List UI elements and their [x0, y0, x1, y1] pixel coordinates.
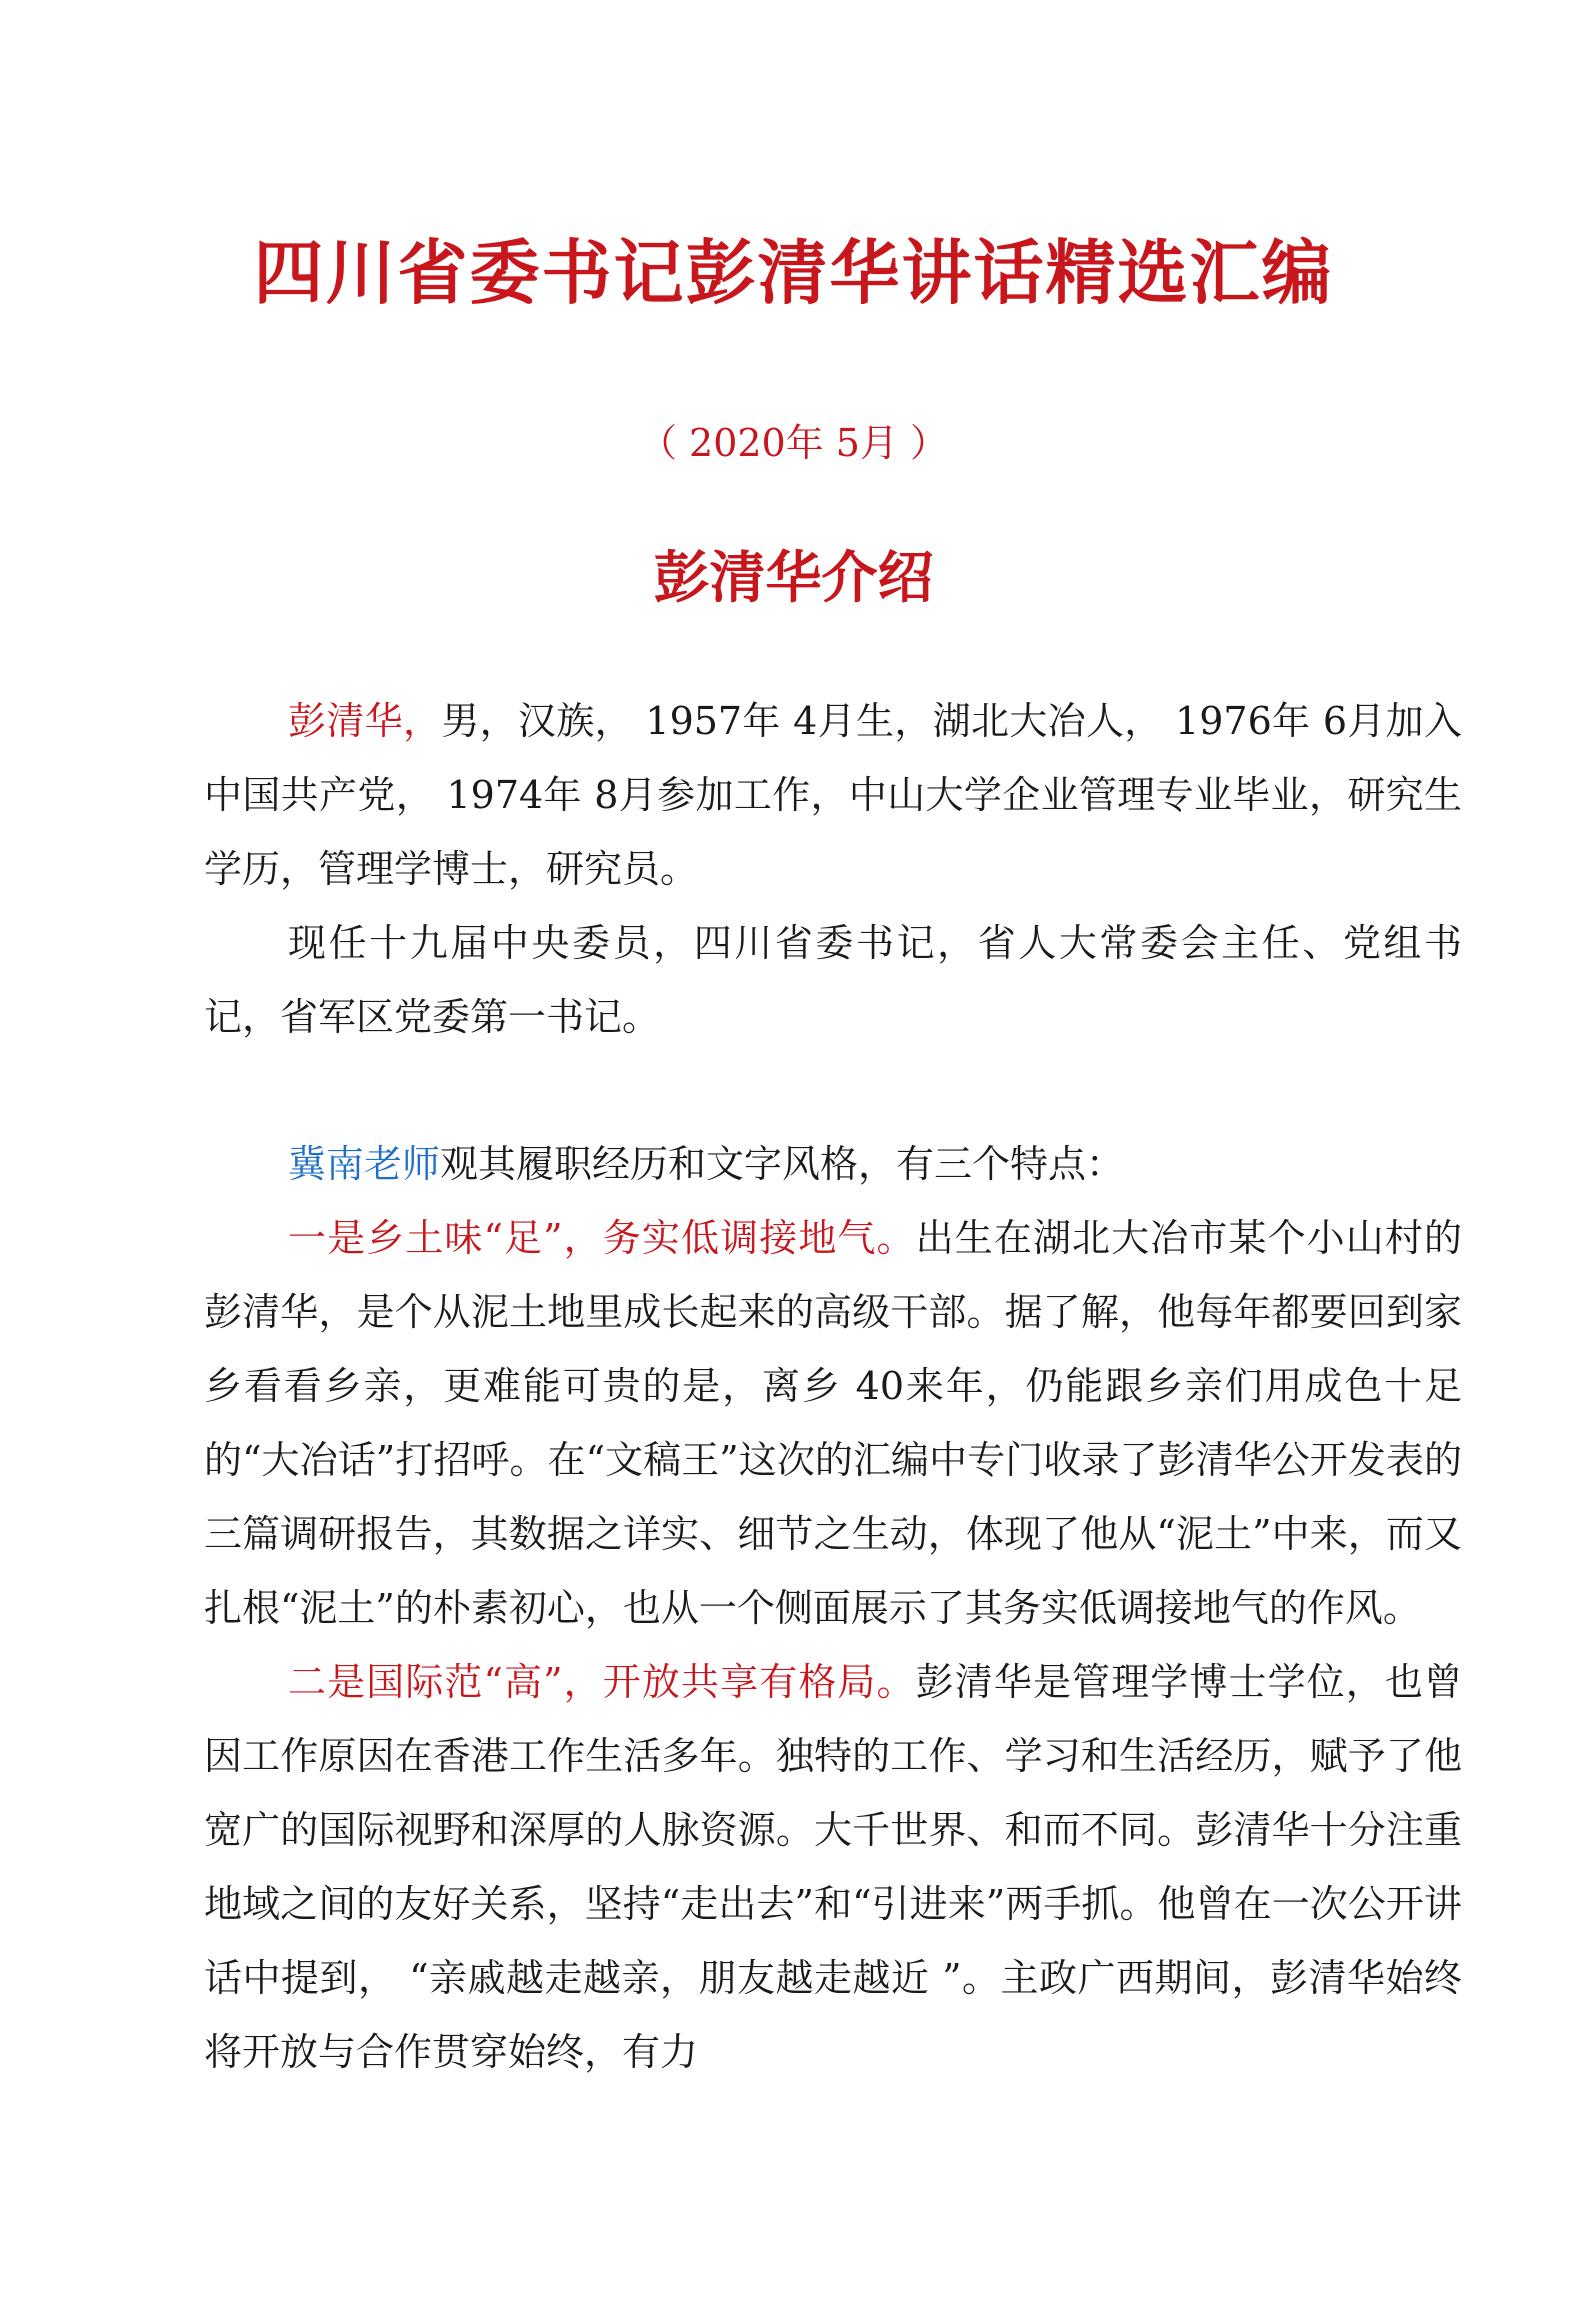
analysis-section	[204, 1127, 1462, 2089]
analysis-lead	[204, 1127, 1462, 1201]
intro-paragraph-2: 现任十九届中央委员，四川省委书记，省人大常委会主任、党组书记，省军区党委第一书记。	[204, 921, 1462, 1039]
intro-paragraph-1	[204, 684, 1462, 906]
intro-paragraph-1-text: 男，汉族， 1957年 4月生，湖北大冶人， 1976年 6月加入中国共产党， 1974年 8月参加工作，中山大学企业管理专业毕业，研究生学历，管理学博士，研究员。	[204, 699, 1462, 891]
analysis-lead-text: 观其履职经历和文字风格，有三个特点：	[440, 1142, 1125, 1186]
point-1-heading: 一是乡土味“足”，务实低调接地气。	[288, 1216, 916, 1260]
section-title: 彭清华介绍	[653, 545, 934, 611]
point-2-paragraph	[204, 1645, 1462, 2089]
document-date: （ 2020年 5月 ）	[638, 421, 949, 465]
point-2-heading: 二是国际范“高”，开放共享有格局。	[288, 1660, 916, 1704]
point-2-text: 彭清华是管理学博士学位，也曾因工作原因在香港工作生活多年。独特的工作、学习和生活经历，赋予了他宽广的国际视野和深厚的人脉资源。大千世界、和而不同。彭清华十分注重地域之间的友好关系，坚持“走出去”和“引进来”两手抓。他曾在一次公开讲话中提到， “亲戚越走越亲，朋友越走越近 ”。主政广西期间，彭清华始终将开放与合作贯穿始终，有力	[204, 1660, 1462, 2074]
intro-section	[204, 684, 1462, 1054]
person-name-highlight: 彭清华，	[288, 699, 442, 743]
point-1-text: 出生在湖北大冶市某个小山村的彭清华，是个从泥土地里成长起来的高级干部。据了解，他每年都要回到家乡看看乡亲，更难能可贵的是，离乡 40来年，仍能跟乡亲们用成色十足的“大冶话”打招呼。在“文稿王”这次的汇编中专门收录了彭清华公开发表的三篇调研报告，其数据之详实、细节之生动，体现了他从“泥土”中来，而又扎根“泥土”的朴素初心，也从一个侧面展示了其务实低调接地气的作风。	[204, 1216, 1462, 1630]
point-1-paragraph	[204, 1201, 1462, 1645]
author-name-highlight: 冀南老师	[288, 1142, 441, 1186]
document-title: 四川省委书记彭清华讲话精选汇编	[253, 231, 1334, 314]
